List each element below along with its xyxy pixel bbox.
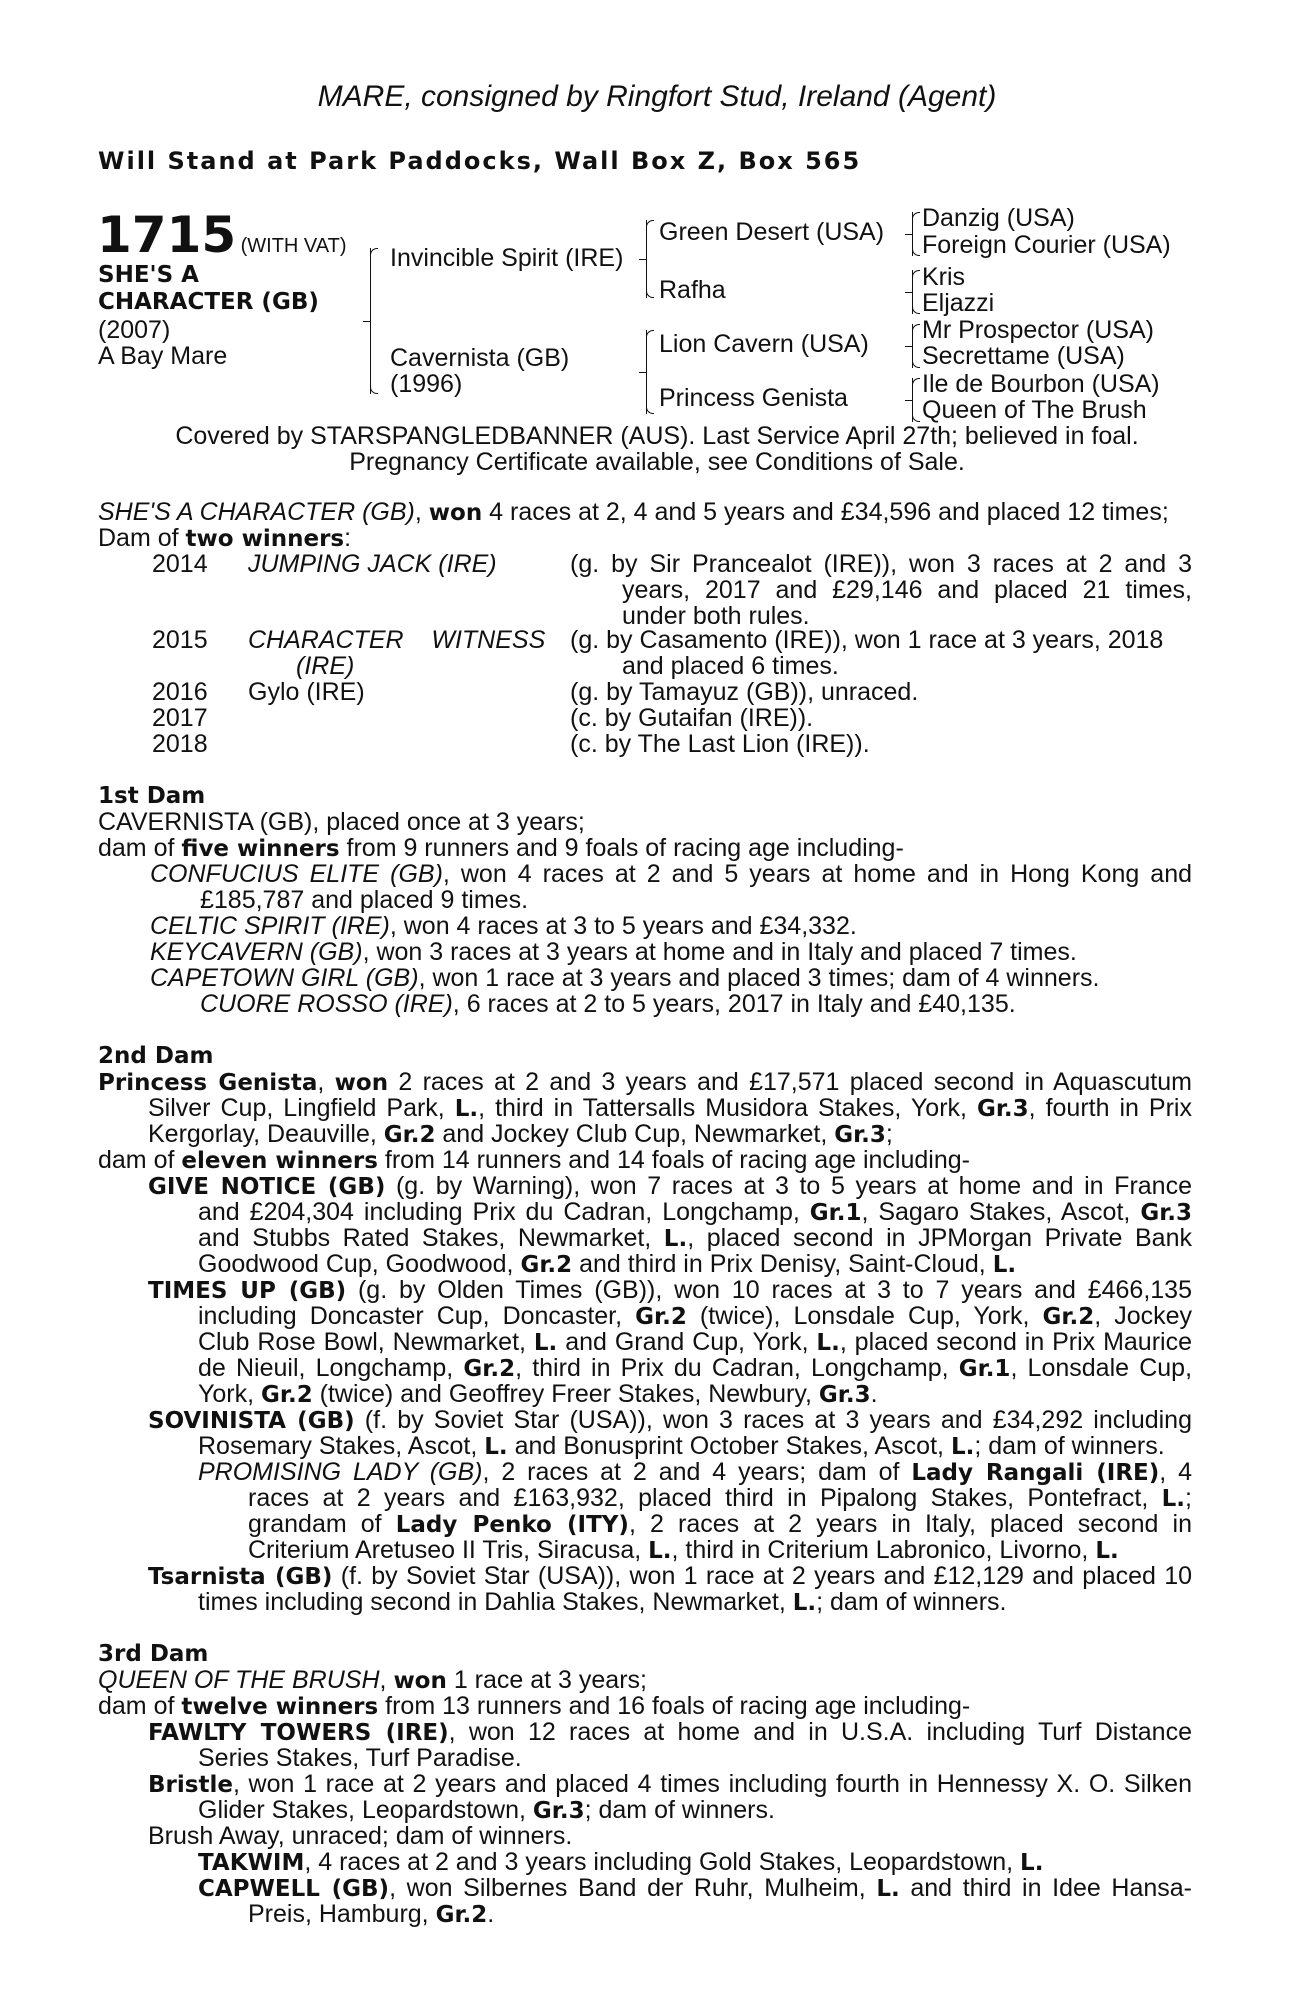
horse-year: (2007): [98, 316, 171, 344]
second-dam-offspring: GIVE NOTICE (GB) (g. by Warning), won 7 races at 3 to 5 years at home and in France: [148, 1172, 1192, 1200]
mare-record: SHE'S A CHARACTER (GB), won 4 races at 2, 4 and 5 years and £34,596 and placed 12 times;: [98, 498, 1169, 526]
second-dam-grandoffspring: PROMISING LADY (GB), 2 races at 2 and 4 years; dam of Lady Rangali (IRE), 4: [198, 1458, 1192, 1486]
second-dam-grandoffspring-cont: races at 2 years and £163,932, placed third in Pipalong Stakes, Pontefract, L.;: [248, 1484, 1192, 1512]
second-dam-offspring: TIMES UP (GB) (g. by Olden Times (GB)), won 10 races at 3 to 7 years and £466,135: [148, 1276, 1192, 1304]
pedigree-dam-year: (1996): [390, 370, 463, 398]
produce-year: 2015: [152, 626, 208, 654]
produce-desc: (c. by Gutaifan (IRE)).: [570, 704, 814, 732]
third-dam-offspring: Brush Away, unraced; dam of winners.: [148, 1822, 573, 1850]
pedigree-brace-tip: [639, 259, 646, 260]
pedigree-brace-tip: [905, 400, 912, 401]
pedigree-ddd: Queen of The Brush: [922, 396, 1147, 424]
pedigree-brace-tip: [905, 346, 912, 347]
third-dam-grandoffspring: CAPWELL (GB), won Silbernes Band der Ruhr, Mulheim, L. and third in Idee Hansa-: [198, 1874, 1193, 1902]
produce-desc: (g. by Casamento (IRE)), won 1 race at 3 years, 2018: [570, 626, 1164, 654]
lot-heading: [97, 206, 347, 264]
pedigree-brace-gen3: [912, 378, 913, 422]
first-dam-heading: 1st Dam: [98, 783, 206, 809]
horse-name-line1: SHE'S A: [98, 262, 199, 288]
third-dam-grandoffspring: TAKWIM, 4 races at 2 and 3 years including Gold Stakes, Leopardstown, L.: [198, 1848, 1044, 1876]
third-dam-line: QUEEN OF THE BRUSH, won 1 race at 3 years;: [98, 1666, 647, 1694]
pedigree-sire: Invincible Spirit (IRE): [390, 244, 624, 272]
second-dam-offspring-cont: Club Rose Bowl, Newmarket, L. and Grand Cup, York, L., placed second in Prix Maurice: [198, 1328, 1192, 1356]
first-dam-offspring: CONFUCIUS ELITE (GB), won 4 races at 2 and 5 years at home and in Hong Kong and: [150, 860, 1193, 888]
produce-desc: (g. by Sir Prancealot (IRE)), won 3 races at 2 and 3: [570, 550, 1192, 578]
produce-name: CHARACTER WITNESS: [248, 626, 546, 654]
pedigree-sds: Kris: [922, 263, 966, 291]
produce-name-cont: (IRE): [296, 652, 355, 680]
produce-year: 2014: [152, 550, 208, 578]
produce-desc: and placed 6 times.: [622, 652, 839, 680]
second-dam-offspring-cont: and £204,304 including Prix du Cadran, Longchamp, Gr.1, Sagaro Stakes, Ascot, Gr.3: [198, 1198, 1192, 1226]
pedigree-dss: Mr Prospector (USA): [922, 316, 1154, 344]
second-dam-offspring-cont: including Doncaster Cup, Doncaster, Gr.2 (twice), Lonsdale Cup, York, Gr.2, Jockey: [198, 1302, 1193, 1330]
third-dam-offspring: FAWLTY TOWERS (IRE), won 12 races at home and in U.S.A. including Turf Distance: [148, 1718, 1192, 1746]
produce-desc: (g. by Tamayuz (GB)), unraced.: [570, 678, 919, 706]
horse-name-line2: CHARACTER (GB): [98, 289, 319, 315]
pedigree-brace-sire: [646, 220, 647, 298]
pedigree-sire-sire: Green Desert (USA): [659, 218, 885, 246]
first-dam-line: CAVERNISTA (GB), placed once at 3 years;: [98, 808, 585, 836]
second-dam-grandoffspring-cont: Criterium Aretuseo II Tris, Siracusa, L., third in Criterium Labronico, Livorno, L.: [248, 1536, 1119, 1564]
second-dam-offspring-cont: Rosemary Stakes, Ascot, L. and Bonusprint October Stakes, Ascot, L.; dam of winners.: [198, 1432, 1165, 1460]
covered-note: Covered by STARSPANGLEDBANNER (AUS). Last Service April 27th; believed in foal.: [175, 422, 1139, 450]
pregnancy-note: Pregnancy Certificate available, see Conditions of Sale.: [349, 448, 965, 476]
produce-name: JUMPING JACK (IRE): [248, 550, 497, 578]
produce-desc: (c. by The Last Lion (IRE)).: [570, 730, 870, 758]
second-dam-line: Silver Cup, Lingfield Park, L., third in Tattersalls Musidora Stakes, York, Gr.3, fourth in Prix: [148, 1094, 1192, 1122]
pedigree-sss: Danzig (USA): [922, 204, 1075, 232]
produce-name: Gylo (IRE): [248, 678, 365, 706]
produce-year: 2018: [152, 730, 208, 758]
first-dam-offspring: CAPETOWN GIRL (GB), won 1 race at 3 years and placed 3 times; dam of 4 winners.: [150, 964, 1100, 992]
pedigree-brace-main: [370, 248, 371, 394]
third-dam-grandoffspring-cont: Preis, Hamburg, Gr.2.: [248, 1900, 495, 1928]
pedigree-brace-tip: [363, 321, 370, 322]
pedigree-brace-gen3: [912, 324, 913, 368]
pedigree-brace-gen3: [912, 270, 913, 314]
horse-description: A Bay Mare: [98, 342, 228, 370]
page-subtitle: Will Stand at Park Paddocks, Wall Box Z, Box 565: [98, 147, 862, 175]
second-dam-offspring-cont: de Nieuil, Longchamp, Gr.2, third in Prix du Cadran, Longchamp, Gr.1, Lonsdale Cup,: [198, 1354, 1193, 1382]
pedigree-brace-gen3: [912, 212, 913, 256]
pedigree-dsd: Secrettame (USA): [922, 342, 1125, 370]
second-dam-line: Kergorlay, Deauville, Gr.2 and Jockey Club Cup, Newmarket, Gr.3;: [148, 1120, 893, 1148]
second-dam-line: Princess Genista, won 2 races at 2 and 3 years and £17,571 placed second in Aquascutum: [98, 1068, 1192, 1096]
first-dam-offspring: CELTIC SPIRIT (IRE), won 4 races at 3 to 5 years and £34,332.: [150, 912, 857, 940]
second-dam-offspring-cont: times including second in Dahlia Stakes, Newmarket, L.; dam of winners.: [198, 1588, 1007, 1616]
first-dam-offspring: KEYCAVERN (GB), won 3 races at 3 years at home and in Italy and placed 7 times.: [150, 938, 1077, 966]
second-dam-grandoffspring-cont: grandam of Lady Penko (ITY), 2 races at 2 years in Italy, placed second in: [248, 1510, 1192, 1538]
third-dam-line: dam of twelve winners from 13 runners and 16 foals of racing age including-: [98, 1692, 971, 1720]
second-dam-offspring-cont: York, Gr.2 (twice) and Geoffrey Freer Stakes, Newbury, Gr.3.: [198, 1380, 878, 1408]
third-dam-offspring-cont: Glider Stakes, Leopardstown, Gr.3; dam of winners.: [198, 1796, 775, 1824]
mare-produce-summary: Dam of two winners:: [98, 524, 352, 552]
vat-note: (WITH VAT): [240, 235, 347, 257]
second-dam-offspring: SOVINISTA (GB) (f. by Soviet Star (USA)), won 3 races at 3 years and £34,292 including: [148, 1406, 1192, 1434]
pedigree-brace-tip: [639, 372, 646, 373]
pedigree-brace-tip: [905, 234, 912, 235]
pedigree-sire-dam: Rafha: [659, 276, 726, 304]
pedigree-brace-dam: [646, 330, 647, 414]
second-dam-offspring-cont: Goodwood Cup, Goodwood, Gr.2 and third in Prix Denisy, Saint-Cloud, L.: [198, 1250, 1017, 1278]
page-title: MARE, consigned by Ringfort Stud, Ireland (Agent): [317, 80, 997, 113]
lot-number: 1715: [97, 206, 237, 264]
first-dam-offspring-cont: £185,787 and placed 9 times.: [200, 886, 529, 914]
pedigree-ssd: Foreign Courier (USA): [922, 231, 1171, 259]
first-dam-line: dam of five winners from 9 runners and 9 foals of racing age including-: [98, 834, 904, 862]
first-dam-grandoffspring: CUORE ROSSO (IRE), 6 races at 2 to 5 years, 2017 in Italy and £40,135.: [200, 990, 1016, 1018]
produce-desc: years, 2017 and £29,146 and placed 21 times,: [622, 576, 1192, 604]
second-dam-offspring: Tsarnista (GB) (f. by Soviet Star (USA)), won 1 race at 2 years and £12,129 and placed 10: [148, 1562, 1193, 1590]
pedigree-dam-dam: Princess Genista: [659, 384, 848, 412]
pedigree-sdd: Eljazzi: [922, 289, 995, 317]
pedigree-dds: Ile de Bourbon (USA): [922, 370, 1160, 398]
pedigree-brace-tip: [905, 292, 912, 293]
second-dam-heading: 2nd Dam: [98, 1043, 214, 1069]
second-dam-offspring-cont: and Stubbs Rated Stakes, Newmarket, L., placed second in JPMorgan Private Bank: [198, 1224, 1192, 1252]
pedigree-dam: Cavernista (GB): [390, 344, 570, 372]
third-dam-heading: 3rd Dam: [98, 1641, 209, 1667]
second-dam-line: dam of eleven winners from 14 runners and 14 foals of racing age including-: [98, 1146, 970, 1174]
produce-desc: under both rules.: [622, 602, 810, 630]
third-dam-offspring: Bristle, won 1 race at 2 years and placed 4 times including fourth in Hennessy X. O. Silken: [148, 1770, 1192, 1798]
third-dam-offspring-cont: Series Stakes, Turf Paradise.: [198, 1744, 522, 1772]
produce-year: 2017: [152, 704, 208, 732]
produce-year: 2016: [152, 678, 208, 706]
pedigree-dam-sire: Lion Cavern (USA): [659, 330, 869, 358]
